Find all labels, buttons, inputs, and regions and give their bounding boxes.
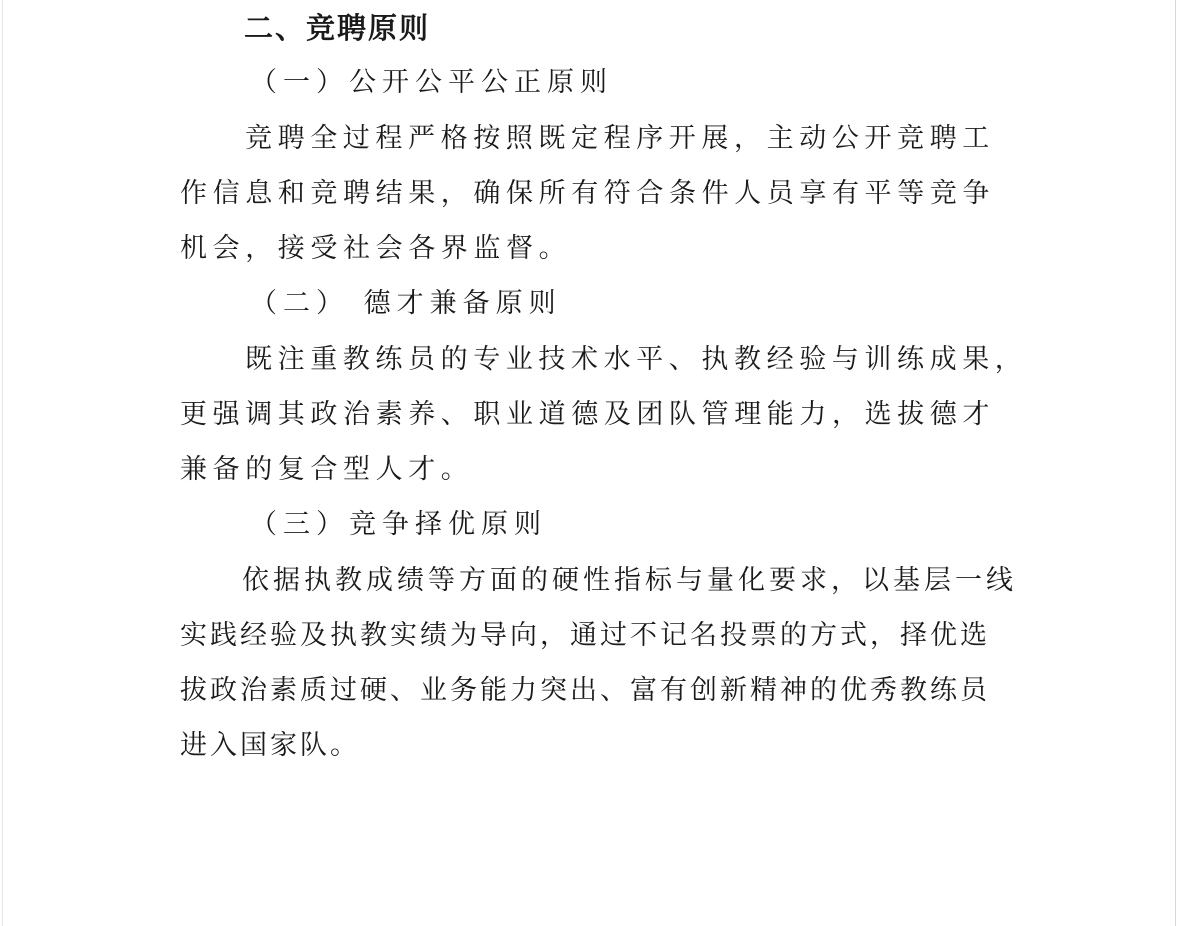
paragraph-line: 拔政治素质过硬、业务能力突出、富有创新精神的优秀教练员 [180,675,990,706]
paragraph-line: 更强调其政治素养、职业道德及团队管理能力，选拔德才 [180,399,995,430]
paragraph-line: 兼备的复合型人才。 [180,454,474,485]
paragraph-line: 机会，接受社会各界监督。 [180,233,572,264]
principle-heading-2: （二） 德才兼备原则 [250,288,562,319]
section-title: 二、竞聘原则 [244,11,431,45]
paragraph-line: 依据执教成绩等方面的硬性指标与量化要求，以基层一线 [242,565,1017,596]
paragraph-line: 既注重教练员的专业技术水平、执教经验与训练成果， [245,344,1028,375]
principle-heading-3: （三）竞争择优原则 [250,509,547,540]
paragraph-line: 实践经验及执教实绩为导向，通过不记名投票的方式，择优选 [180,620,990,651]
principle-heading-1: （一）公开公平公正原则 [250,67,613,98]
paragraph-line: 竞聘全过程严格按照既定程序开展，主动公开竞聘工 [245,123,995,154]
paragraph-line: 作信息和竞聘结果，确保所有符合条件人员享有平等竞争 [180,178,995,209]
paragraph-line: 进入国家队。 [180,730,360,761]
